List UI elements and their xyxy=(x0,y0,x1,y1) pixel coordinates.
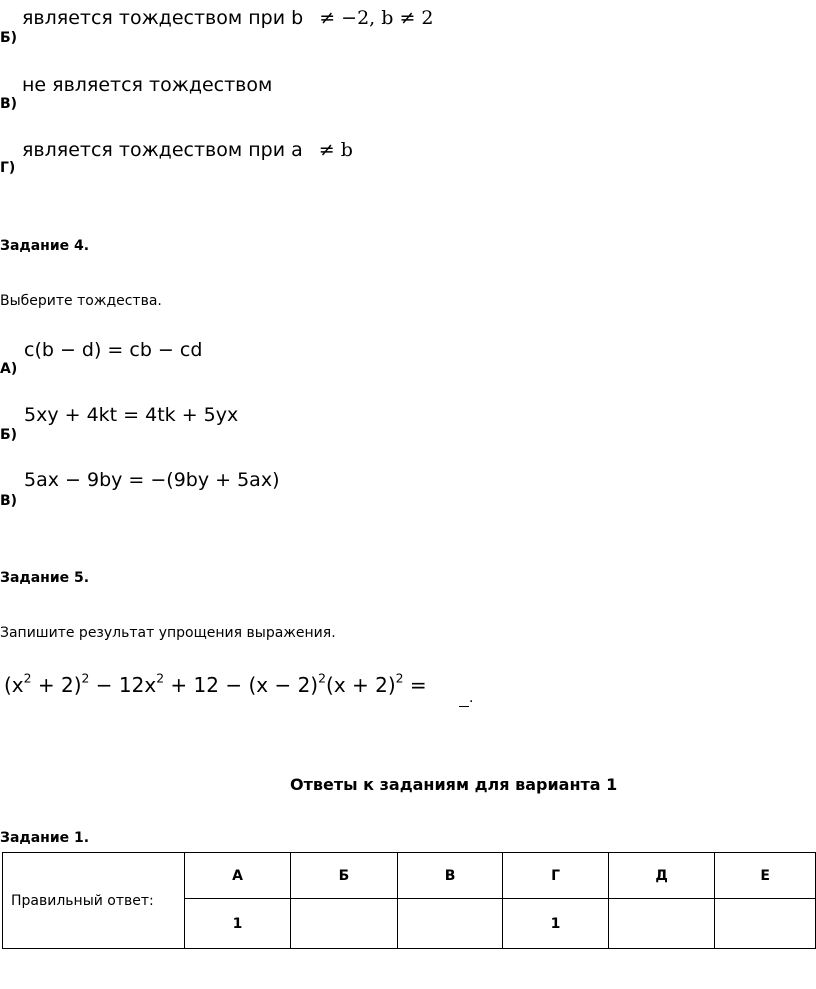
row-label-cell: Правильный ответ: xyxy=(3,853,185,949)
f-part-3: − 12x xyxy=(89,673,157,697)
option-letter-b: Б) xyxy=(0,30,18,46)
f-exp-5: 2 xyxy=(395,670,404,686)
task4-letter-a: А) xyxy=(0,361,18,377)
column-header-b: Б xyxy=(291,853,398,899)
answer-cell-v xyxy=(397,899,503,949)
answer-cell-a: 1 xyxy=(184,899,291,949)
answer-blank[interactable] xyxy=(459,689,473,707)
answers-table xyxy=(2,852,816,949)
option-letter-v: В) xyxy=(0,96,18,112)
f-part-4: + 12 − (x − 2) xyxy=(164,673,319,697)
answers-task1-heading: Задание 1. xyxy=(0,830,90,846)
column-header-a: А xyxy=(184,853,291,899)
answers-title: Ответы к заданиям для варианта 1 xyxy=(290,775,618,794)
task5-formula xyxy=(4,670,427,697)
f-exp-2: 2 xyxy=(81,670,90,686)
task4-formula-b: 5xy + 4kt = 4tk + 5yx xyxy=(24,404,239,426)
f-exp-3: 2 xyxy=(156,670,165,686)
table-row xyxy=(3,853,816,899)
answer-blank-dot: . xyxy=(469,689,474,706)
answer-cell-g: 1 xyxy=(503,899,609,949)
f-part-6: = xyxy=(403,673,427,697)
f-exp-1: 2 xyxy=(23,670,32,686)
column-header-d: Д xyxy=(608,853,715,899)
column-header-v: В xyxy=(397,853,503,899)
column-header-g: Г xyxy=(503,853,609,899)
task5-instruction: Запишите результат упрощения выражения. xyxy=(0,625,336,641)
answer-cell-b xyxy=(291,899,398,949)
f-part-2: + 2) xyxy=(31,673,82,697)
task4-instruction: Выберите тождества. xyxy=(0,293,162,309)
answer-cell-e xyxy=(715,899,816,949)
task3-option-b-text xyxy=(22,7,434,29)
task3-option-b-condition: ≠ −2, b ≠ 2 xyxy=(319,7,434,29)
task4-formula-a: c(b − d) = cb − cd xyxy=(24,339,203,361)
f-part-5: (x + 2) xyxy=(326,673,396,697)
task3-option-b-main: является тождеством при b xyxy=(22,7,304,29)
answer-blank-line xyxy=(459,690,469,707)
task3-option-g-text xyxy=(22,139,353,161)
task3-option-g-condition: ≠ b xyxy=(318,139,353,161)
task5-heading: Задание 5. xyxy=(0,570,90,586)
task3-option-g-main: является тождеством при a xyxy=(22,139,303,161)
task4-letter-v: В) xyxy=(0,493,18,509)
f-exp-4: 2 xyxy=(318,670,327,686)
task4-formula-v: 5ax − 9by = −(9by + 5ax) xyxy=(24,469,280,491)
task3-option-v-text: не является тождеством xyxy=(22,74,273,96)
answer-cell-d xyxy=(608,899,715,949)
column-header-e: Е xyxy=(715,853,816,899)
option-letter-g: Г) xyxy=(0,160,16,176)
task4-heading: Задание 4. xyxy=(0,238,90,254)
task4-letter-b: Б) xyxy=(0,427,18,443)
f-part-1: (x xyxy=(4,673,24,697)
